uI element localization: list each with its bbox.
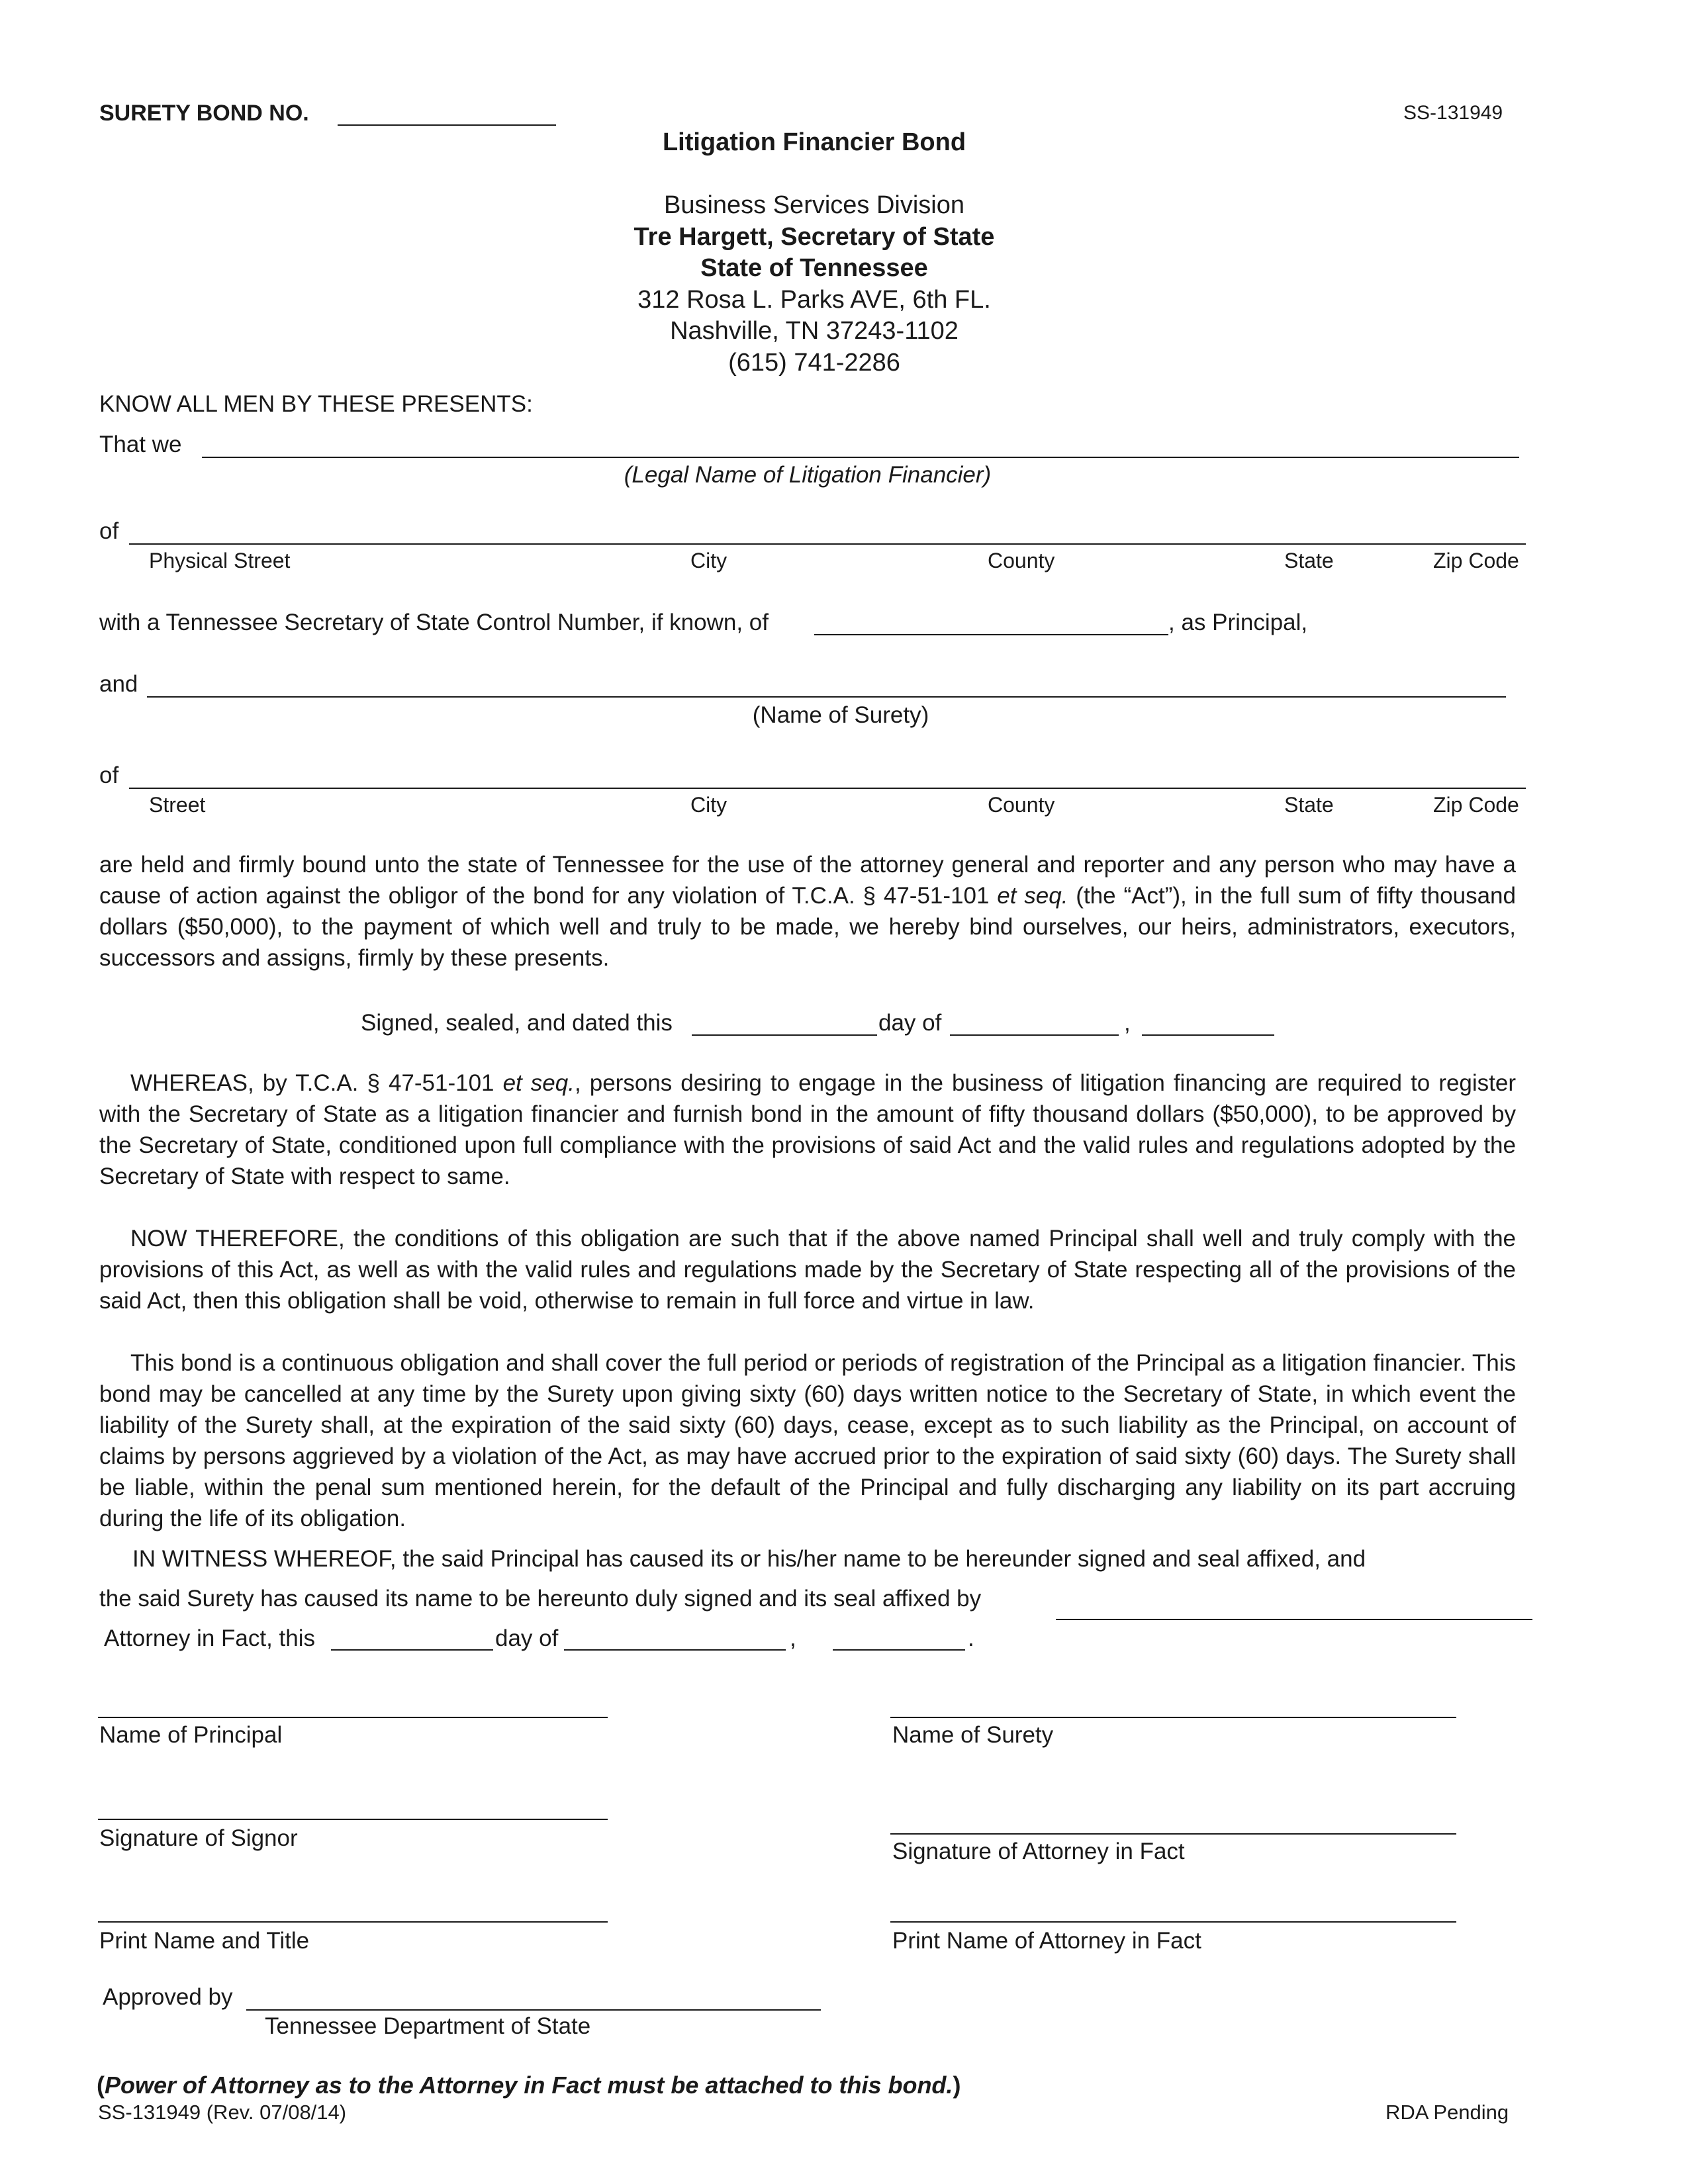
signature-signor-field[interactable] [98,1819,608,1820]
legal-name-caption: (Legal Name of Litigation Financier) [624,462,992,488]
division-name: Business Services Division [663,191,965,219]
surety-bond-no-label: SURETY BOND NO. [99,101,309,126]
witness-line-1: IN WITNESS WHEREOF, the said Principal has caused its or his/her name to be hereunder signed and seal affixed, and [132,1546,1366,1572]
addr2-label-zip: Zip Code [1433,793,1519,817]
print-name-attorney-label: Print Name of Attorney in Fact [892,1928,1201,1954]
control-number-suffix: , as Principal, [1168,610,1308,635]
physical-address-field[interactable] [129,543,1526,545]
poa-open-paren: ( [97,2071,105,2099]
know-all-men: KNOW ALL MEN BY THESE PRESENTS: [99,391,533,417]
approved-by-field[interactable] [246,2009,821,2011]
addr2-label-street: Street [149,793,206,817]
addr-label-state: State [1284,549,1334,572]
surety-name-field[interactable] [147,696,1506,698]
approved-by-label: Approved by [103,1984,233,2010]
print-name-attorney-field[interactable] [890,1921,1456,1923]
power-of-attorney-note [97,2071,961,2099]
signed-sealed-label: Signed, sealed, and dated this [361,1010,673,1036]
addr-label-city: City [690,549,727,572]
witness-comma: , [790,1625,796,1651]
control-number-field[interactable] [814,634,1168,635]
witness-line-2: the said Surety has caused its name to be hereunto duly signed and its seal affixed by [99,1586,982,1612]
tn-department-label: Tennessee Department of State [265,2013,591,2039]
legal-name-field[interactable] [202,457,1519,458]
whereas-text-1: WHEREAS, by T.C.A. § 47-51-101 [130,1070,503,1096]
whereas-text-2: , persons desiring to engage in the business of litigation financing are required to register with the Secretary of State as a litigation financier and furnish bond in the amount of fifty thousand dollars ($50,000), to be approved by the Secretary of State, conditioned upon full compliance with the provisions of said Act and the valid rules and regulations adopted by the Secretary of State with respect to same. [99,1070,1516,1189]
witness-day-field[interactable] [331,1649,493,1651]
held-text-2: (the “Act”), in the full sum of fifty thousand dollars ($50,000), to the payment of which well and truly to be made, we hereby bind ourselves, our heirs, administrators, executors, successors and assigns, firmly by these presents. [99,883,1516,971]
witness-dayof-label: day of [495,1625,559,1651]
print-name-title-label: Print Name and Title [99,1928,310,1954]
poa-close-paren: ) [953,2071,961,2099]
witness-month-field[interactable] [564,1649,786,1651]
addr2-label-county: County [988,793,1055,817]
address-line-1: 312 Rosa L. Parks AVE, 6th FL. [637,286,991,314]
page-title: Litigation Financier Bond [662,128,966,156]
name-principal-field[interactable] [98,1717,608,1718]
witness-attorney-label: Attorney in Fact, this [104,1625,316,1651]
signature-attorney-label: Signature of Attorney in Fact [892,1839,1185,1864]
secretary-name: Tre Hargett, Secretary of State [633,223,995,251]
surety-address-field[interactable] [129,788,1526,789]
control-number-prefix: with a Tennessee Secretary of State Control Number, if known, of [99,610,769,635]
now-therefore-paragraph: NOW THEREFORE, the conditions of this obligation are such that if the above named Principal shall well and truly comply with the provisions of this Act, as well as with the valid rules and regulations made by the Secretary of State respecting all of the provisions of the said Act, then this obligation shall be void, otherwise to remain in full force and virtue in law. [99,1226,1516,1314]
witness-year-field[interactable] [833,1649,965,1651]
signed-day-field[interactable] [692,1034,877,1036]
state-name: State of Tennessee [700,254,928,282]
held-et-seq: et seq. [997,883,1068,909]
witness-period: . [968,1625,974,1651]
poa-note-text: Power of Attorney as to the Attorney in Fact must be attached to this bond. [105,2071,953,2099]
held-text-1: are held and firmly bound unto the state of Tennessee for the use of the attorney general and reporter and any person who may have a cause of action against the obligor of the bond for any violation of T.C.A. § 47-51-101 [99,852,1516,909]
addr2-label-city: City [690,793,727,817]
held-bound-paragraph [99,849,1516,974]
signed-comma: , [1124,1010,1131,1036]
surety-name-caption: (Name of Surety) [752,702,929,728]
of-label-2: of [99,762,119,788]
name-surety-label: Name of Surety [892,1722,1054,1748]
address-line-2: Nashville, TN 37243-1102 [670,317,959,345]
whereas-et-seq: et seq. [502,1070,575,1096]
signature-attorney-field[interactable] [890,1833,1456,1835]
and-label: and [99,671,138,697]
of-label: of [99,518,119,544]
phone-number: (615) 741-2286 [728,349,900,377]
addr-label-zip: Zip Code [1433,549,1519,572]
continuous-obligation-paragraph: This bond is a continuous obligation and shall cover the full period or periods of registration of the Principal as a litigation financier. This bond may be cancelled at any time by the Surety upon giving sixty (60) days written notice to the Secretary of State, in which event the liability of the Surety shall, at the expiration of the said sixty (60) days, cease, except as to such liability as the Principal, on account of claims by persons aggrieved by a violation of the Act, as may have accrued prior to the expiration of said sixty (60) days. The Surety shall be liable, within the penal sum mentioned herein, for the default of the Principal and fully discharging any liability on its part accruing during the life of its obligation. [99,1350,1516,1531]
that-we-label: That we [99,432,182,457]
surety-bond-no-field[interactable] [338,124,556,126]
name-surety-field[interactable] [890,1717,1456,1718]
signed-month-field[interactable] [950,1034,1119,1036]
addr-label-street: Physical Street [149,549,291,572]
signed-year-field[interactable] [1142,1034,1274,1036]
whereas-paragraph [99,1068,1516,1192]
revision-label: SS-131949 (Rev. 07/08/14) [98,2101,347,2124]
signed-dayof-label: day of [878,1010,942,1036]
attorney-name-field[interactable] [1056,1619,1532,1620]
rda-pending-label: RDA Pending [1385,2101,1509,2124]
form-id: SS-131949 [1403,102,1503,124]
signature-signor-label: Signature of Signor [99,1825,298,1851]
name-principal-label: Name of Principal [99,1722,283,1748]
addr-label-county: County [988,549,1055,572]
print-name-title-field[interactable] [98,1921,608,1923]
addr2-label-state: State [1284,793,1334,817]
